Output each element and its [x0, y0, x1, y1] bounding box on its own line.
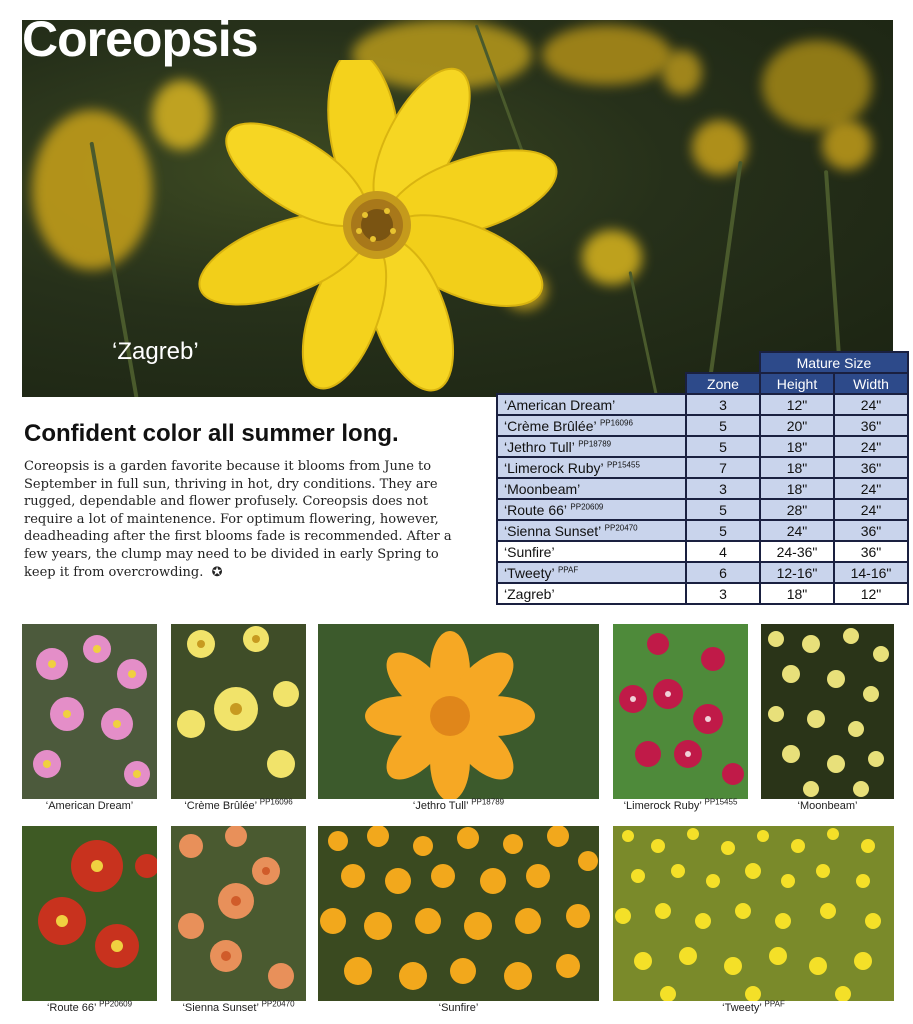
zone-value: 6: [686, 562, 760, 583]
height-value: 18": [760, 436, 834, 457]
photo-american-dream: [22, 624, 157, 799]
body-text: Coreopsis is a garden favorite because it blooms from June to September in full sun, thriving in hot, dry conditions. They are rugged, dependable and flower profusely. Coreopsis does not require a lot of maintenence. For optimum flowering, however, deadheading after the first blooms fade is recommended. After a few years, the clump may need to be divided in early Spring to keep it from overcrowding. ✪: [24, 459, 452, 580]
width-value: 36": [834, 457, 908, 478]
width-value: 24": [834, 499, 908, 520]
width-value: 24": [834, 394, 908, 415]
cultivar-name: ‘Jethro Tull’ $^{PP18789}$: [497, 436, 686, 457]
photo-sunfire: [318, 826, 599, 1001]
zone-value: 4: [686, 541, 760, 562]
zone-value: 3: [686, 394, 760, 415]
height-header: Height: [760, 373, 834, 394]
cultivar-name: ‘Route 66’ $^{PP20609}$: [497, 499, 686, 520]
zone-value: 7: [686, 457, 760, 478]
caption-american-dream: ‘American Dream’: [45, 800, 134, 812]
end-mark-icon: ✪: [211, 564, 223, 580]
photo-tweety: [613, 826, 894, 1001]
height-value: 12-16": [760, 562, 834, 583]
height-value: 18": [760, 457, 834, 478]
page-title: Coreopsis: [22, 11, 258, 67]
caption-limerock-ruby: ‘Limerock Ruby’ $^{PP15455}$: [623, 797, 738, 812]
height-value: 20": [760, 415, 834, 436]
cultivar-name: ‘Zagreb’: [497, 583, 686, 604]
height-value: 24": [760, 520, 834, 541]
caption-route-66: ‘Route 66’ $^{PP20609}$: [46, 999, 133, 1014]
zone-value: 5: [686, 415, 760, 436]
width-value: 12": [834, 583, 908, 604]
table-row: [497, 457, 908, 478]
zone-value: 5: [686, 436, 760, 457]
width-value: 14-16": [834, 562, 908, 583]
headline: Confident color all summer long.: [24, 420, 399, 447]
photo-limerock-ruby: [613, 624, 748, 799]
zagreb-flower-illustration: [172, 60, 642, 397]
height-value: 18": [760, 583, 834, 604]
caption-sienna-sunset: ‘Sienna Sunset’ $^{PP20470}$: [182, 999, 295, 1014]
zone-value: 3: [686, 583, 760, 604]
width-value: 36": [834, 520, 908, 541]
hero-caption: ‘Zagreb’: [112, 338, 199, 365]
table-row: [497, 436, 908, 457]
cultivar-name: ‘Limerock Ruby’ $^{PP15455}$: [497, 457, 686, 478]
cultivar-name: ‘Sienna Sunset’ $^{PP20470}$: [497, 520, 686, 541]
caption-moonbeam: ‘Moonbeam’: [797, 800, 858, 812]
zone-value: 5: [686, 499, 760, 520]
table-row: [497, 583, 908, 604]
table-row: [497, 499, 908, 520]
width-value: 36": [834, 415, 908, 436]
table-row: [497, 394, 908, 415]
height-value: 18": [760, 478, 834, 499]
zone-value: 3: [686, 478, 760, 499]
caption-jethro-tull: ‘Jethro Tull’ $^{PP18789}$: [412, 797, 505, 812]
zone-value: 5: [686, 520, 760, 541]
caption-creme-brulee: ‘Crème Brûlée’ $^{PP16096}$: [184, 797, 293, 812]
photo-jethro-tull: [318, 624, 599, 799]
caption-sunfire: ‘Sunfire’: [438, 1002, 479, 1014]
caption-tweety: ‘Tweety’ $^{PPAF}$: [722, 999, 785, 1014]
table-row: [497, 478, 908, 499]
cultivar-name: ‘Sunfire’: [497, 541, 686, 562]
zone-header: Zone: [686, 373, 760, 394]
photo-moonbeam: [761, 624, 894, 799]
width-value: 36": [834, 541, 908, 562]
mature-size-table: [496, 351, 909, 605]
cultivar-name: ‘Tweety’ $^{PPAF}$: [497, 562, 686, 583]
photo-route-66: [22, 826, 157, 1001]
cultivar-name: ‘Crème Brûlée’ $^{PP16096}$: [497, 415, 686, 436]
mature-size-header: Mature Size: [760, 352, 908, 373]
cultivar-name: ‘Moonbeam’: [497, 478, 686, 499]
width-value: 24": [834, 478, 908, 499]
table-row: [497, 541, 908, 562]
height-value: 28": [760, 499, 834, 520]
table-row: [497, 520, 908, 541]
width-value: 24": [834, 436, 908, 457]
photo-sienna-sunset: [171, 826, 306, 1001]
table-row: [497, 562, 908, 583]
width-header: Width: [834, 373, 908, 394]
height-value: 12": [760, 394, 834, 415]
height-value: 24-36": [760, 541, 834, 562]
cultivar-name: ‘American Dream’: [497, 394, 686, 415]
photo-creme-brulee: [171, 624, 306, 799]
table-row: [497, 415, 908, 436]
